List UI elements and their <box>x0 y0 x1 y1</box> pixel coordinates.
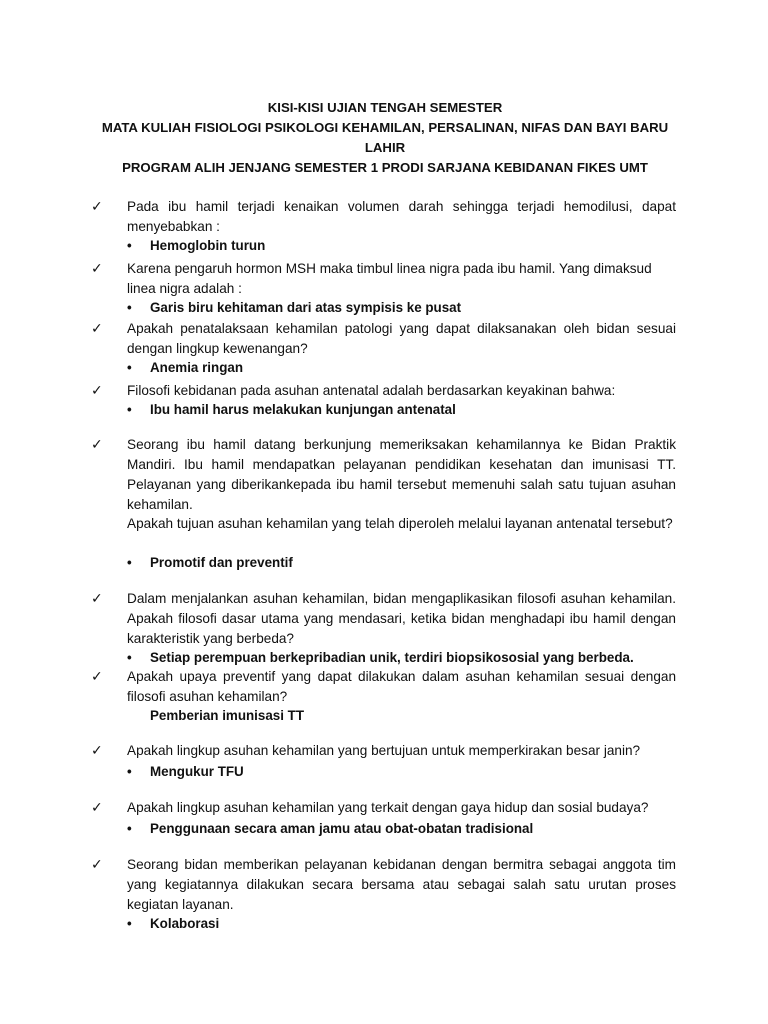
document-title-line-4: PROGRAM ALIH JENJANG SEMESTER 1 PRODI SARJANA KEBIDANAN FIKES UMT <box>122 160 648 175</box>
document-title-line-3: LAHIR <box>364 140 406 155</box>
bullet-icon: • <box>127 650 132 665</box>
bullet-icon: • <box>127 360 132 375</box>
question-5: Seorang ibu hamil datang berkunjung memeriksakan kehamilannya ke Bidan Praktik Mandiri. Ibu hamil mendapatkan pelayanan pendidikan kesehatan dan imunisasi TT. Pelayanan yang diberikankepada ibu hamil tersebut memenuhi salah satu tujuan asuhan kehamilan. <box>127 437 676 512</box>
answer-1 <box>127 236 265 256</box>
answer-5 <box>127 553 293 573</box>
checkmark-icon: ✓ <box>91 742 103 758</box>
bullet-icon: • <box>127 300 132 315</box>
answer-text: Mengukur TFU <box>150 764 244 779</box>
question-7: Apakah upaya preventif yang dapat dilakukan dalam asuhan kehamilan sesuai dengan filosofi asuhan kehamilan? <box>127 669 676 704</box>
answer-text: Kolaborasi <box>150 916 220 931</box>
bullet-icon: • <box>127 821 132 836</box>
answer-7: Pemberian imunisasi TT <box>150 708 305 723</box>
question-8: Apakah lingkup asuhan kehamilan yang bertujuan untuk memperkirakan besar janin? <box>127 743 641 758</box>
document-title-line-1: KISI-KISI UJIAN TENGAH SEMESTER <box>267 100 503 115</box>
answer-3 <box>127 358 243 378</box>
checkmark-icon: ✓ <box>91 799 103 815</box>
question-4: Filosofi kebidanan pada asuhan antenatal adalah berdasarkan keyakinan bahwa: <box>127 383 616 398</box>
answer-text: Hemoglobin turun <box>150 238 266 253</box>
answer-text: Anemia ringan <box>150 360 244 375</box>
checkmark-icon: ✓ <box>91 382 103 398</box>
question-1: Pada ibu hamil terjadi kenaikan volumen darah sehingga terjadi hemodilusi, dapat menyebabkan : <box>127 199 676 234</box>
question-3: Apakah penatalaksaan kehamilan patologi yang dapat dilaksanakan oleh bidan sesuai dengan lingkup kewenangan? <box>127 321 676 356</box>
checkmark-icon: ✓ <box>91 856 103 872</box>
checkmark-icon: ✓ <box>91 198 103 214</box>
bullet-icon: • <box>127 916 132 931</box>
answer-2 <box>127 298 461 318</box>
answer-4 <box>127 400 456 420</box>
checkmark-icon: ✓ <box>91 436 103 452</box>
answer-text: Ibu hamil harus melakukan kunjungan antenatal <box>150 402 456 417</box>
answer-text: Promotif dan preventif <box>150 555 293 570</box>
question-9: Apakah lingkup asuhan kehamilan yang terkait dengan gaya hidup dan sosial budaya? <box>127 800 649 815</box>
checkmark-icon: ✓ <box>91 668 103 684</box>
bullet-icon: • <box>127 238 132 253</box>
answer-9 <box>127 819 533 839</box>
answer-text: Garis biru kehitaman dari atas sympisis ke pusat <box>150 300 462 315</box>
answer-6 <box>127 648 634 668</box>
checkmark-icon: ✓ <box>91 320 103 336</box>
question-2: Karena pengaruh hormon MSH maka timbul linea nigra pada ibu hamil. Yang dimaksud linea nigra adalah : <box>127 261 652 296</box>
bullet-icon: • <box>127 764 132 779</box>
answer-8 <box>127 762 244 782</box>
bullet-icon: • <box>127 402 132 417</box>
bullet-icon: • <box>127 555 132 570</box>
answer-10 <box>127 914 219 934</box>
question-5-followup: Apakah tujuan asuhan kehamilan yang telah diperoleh melalui layanan antenatal tersebut? <box>127 516 673 531</box>
answer-text: Setiap perempuan berkepribadian unik, terdiri biopsikososial yang berbeda. <box>150 650 634 665</box>
checkmark-icon: ✓ <box>91 260 103 276</box>
question-6: Dalam menjalankan asuhan kehamilan, bidan mengaplikasikan filosofi asuhan kehamilan. Apakah filosofi dasar utama yang mendasari, ketika bidan menghadapi ibu hamil dengan karakteristik yang berbeda? <box>127 591 676 646</box>
document-title-line-2: MATA KULIAH FISIOLOGI PSIKOLOGI KEHAMILAN, PERSALINAN, NIFAS DAN BAYI BARU <box>101 120 669 135</box>
checkmark-icon: ✓ <box>91 590 103 606</box>
answer-text: Penggunaan secara aman jamu atau obat-obatan tradisional <box>150 821 534 836</box>
question-10: Seorang bidan memberikan pelayanan kebidanan dengan bermitra sebagai anggota tim yang kegiatannya dilakukan secara bersama atau sebagai salah satu urutan proses kegiatan layanan. <box>127 857 676 912</box>
